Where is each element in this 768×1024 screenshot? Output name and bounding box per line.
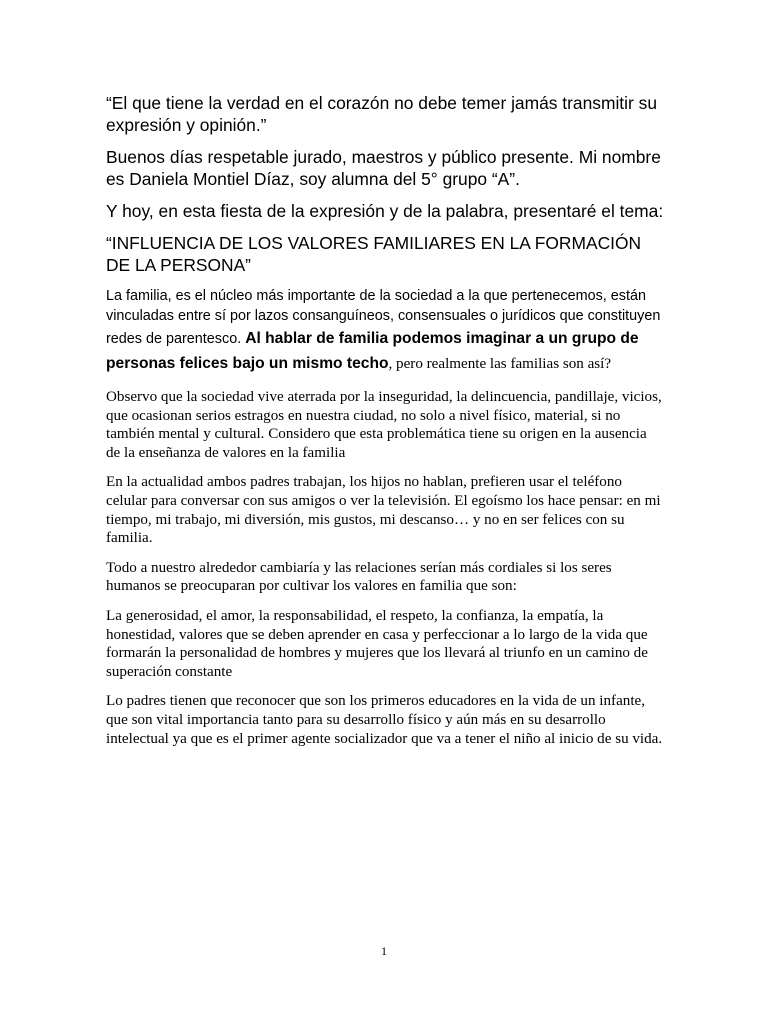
- paragraph-family-bold: Al hablar de familia podemos imaginar a un grupo de personas felices bajo un mismo techo: [106, 330, 639, 372]
- document-body: [106, 92, 664, 759]
- topic-title: “INFLUENCIA DE LOS VALORES FAMILIARES EN LA FORMACIÓN DE LA PERSONA”: [106, 233, 642, 275]
- paragraph-family: [106, 286, 664, 376]
- paragraph-values-change: Todo a nuestro alrededor cambiaría y las relaciones serían más cordiales si los seres humanos se preocuparan por cultivar los valores en familia que son:: [106, 559, 612, 595]
- page-number: 1: [381, 944, 387, 958]
- intro-paragraph: Y hoy, en esta fiesta de la expresión y de la palabra, presentaré el tema:: [106, 201, 664, 221]
- paragraph-parents-work: En la actualidad ambos padres trabajan, los hijos no hablan, prefieren usar el teléfono celular para conversar con sus amigos o ver la televisión. El egoísmo los hace pensar: en mi tiempo, mi trabajo, mi diversión, mis gustos, mi descanso… y no en ser felices con su familia.: [106, 474, 661, 547]
- paragraph-family-text: La familia, es el núcleo más importante de la sociedad a la que pertenecemos, están vinculadas entre sí por lazos consanguíneos, consensuales o jurídicos que constituyen redes de parentesco.: [106, 288, 661, 347]
- paragraph-society: Observo que la sociedad vive aterrada por la inseguridad, la delincuencia, pandillaje, vicios, que ocasionan serios estragos en nuestra ciudad, no solo a nivel físico, material, si no también mental y cultural. Considero que esta problemática tiene su origen en la ausencia de la enseñanza de valores en la familia: [106, 389, 662, 461]
- opening-quote: “El que tiene la verdad en el corazón no debe temer jamás transmitir su expresión y opinión.”: [106, 93, 657, 135]
- paragraph-family-end: , pero realmente las familias son así?: [388, 356, 612, 372]
- paragraph-values-list: La generosidad, el amor, la responsabilidad, el respeto, la confianza, la empatía, la honestidad, valores que se deben aprender en casa y perfeccionar a lo largo de la vida que formarán la personalidad de hombres y mujeres que los llevará al triunfo en un camino de superación constante: [106, 607, 648, 680]
- greeting-paragraph: Buenos días respetable jurado, maestros y público presente. Mi nombre es Daniela Montiel Díaz, soy alumna del 5° grupo “A”.: [106, 147, 661, 189]
- paragraph-educators: Lo padres tienen que reconocer que son los primeros educadores en la vida de un infante, que son vital importancia tanto para su desarrollo físico y aún más en su desarrollo intelectual ya que es el primer agente socializador que va a tener el niño al inicio de su vida.: [106, 693, 663, 747]
